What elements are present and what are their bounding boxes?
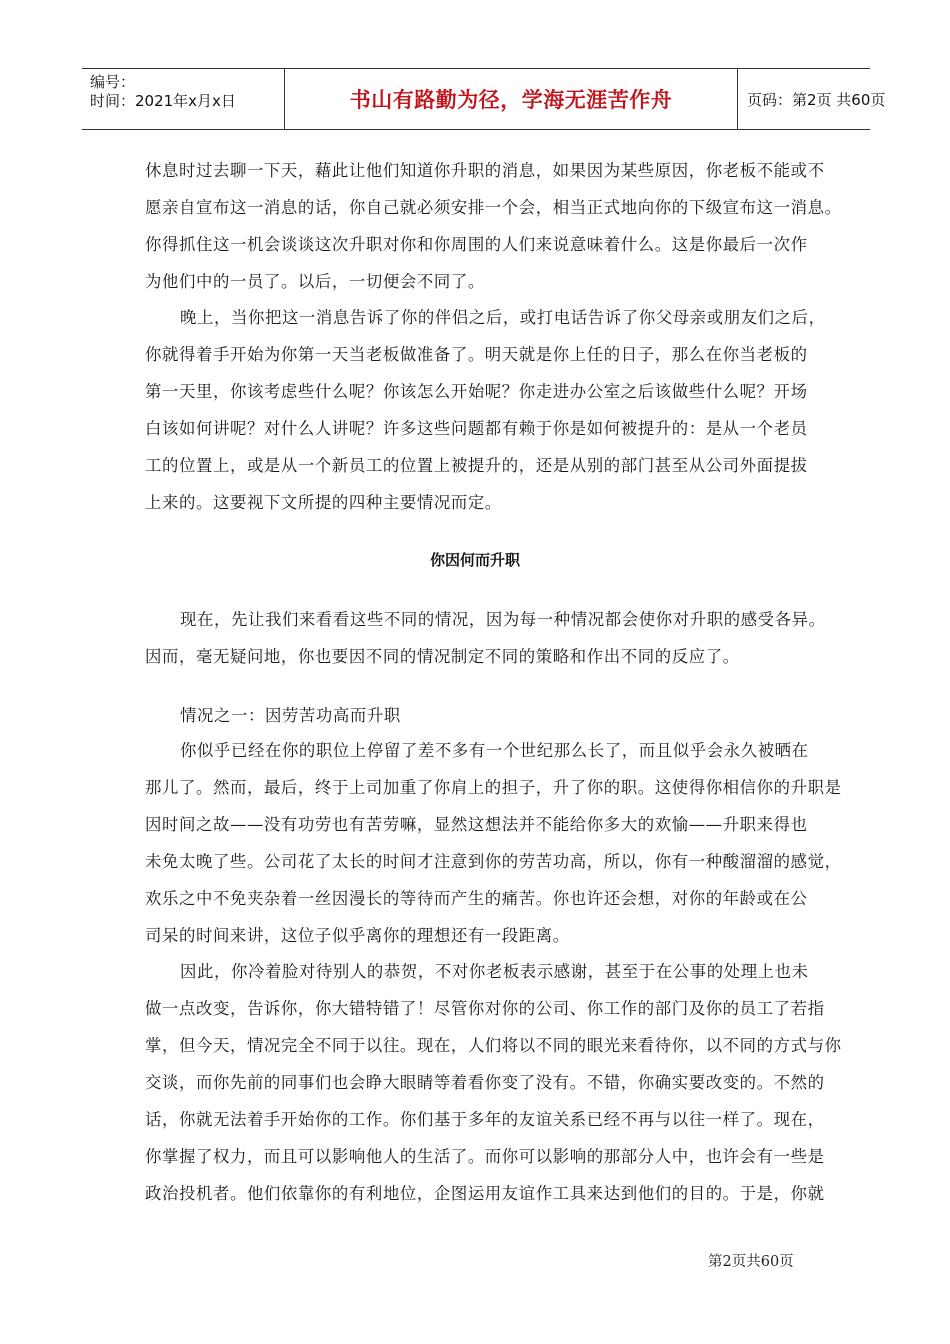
paragraph-line: 晚上，当你把这一消息告诉了你的伴侣之后，或打电话告诉了你父母亲或朋友们之后， <box>180 308 826 327</box>
paragraph-line: 休息时过去聊一下天，藉此让他们知道你升职的消息，如果因为某些原因，你老板不能或不 <box>145 161 825 180</box>
paragraph-line: 话，你就无法着手开始你的工作。你们基于多年的友谊关系已经不再与以往一样了。现在， <box>145 1110 825 1129</box>
paragraph-line: 第一天里，你该考虑些什么呢？你该怎么开始呢？你走进办公室之后该做些什么呢？开场 <box>145 382 808 401</box>
paragraph-line: 因而，毫无疑问地，你也要因不同的情况制定不同的策略和作出不同的反应了。 <box>145 647 740 666</box>
footer-page-number: 第2页共60页 <box>708 1254 794 1270</box>
page-header <box>82 68 886 130</box>
section-heading: 你因何而升职 <box>429 551 520 569</box>
paragraph-line: 你似乎已经在你的职位上停留了差不多有一个世纪那么长了，而且似乎会永久被晒在 <box>180 741 809 760</box>
paragraph-line: 因时间之故——没有功劳也有苦劳嘛，显然这想法并不能给你多大的欢愉——升职来得也 <box>145 815 808 834</box>
paragraph-line: 未免太晚了些。公司花了太长的时间才注意到你的劳苦功高，所以，你有一种酸溜溜的感觉， <box>145 852 842 871</box>
paragraph-line: 掌，但今天，情况完全不同于以往。现在，人们将以不同的眼光来看待你，以不同的方式与你 <box>145 1036 842 1055</box>
paragraph-line: 那儿了。然而，最后，终于上司加重了你肩上的担子，升了你的职。这使得你相信你的升职是 <box>145 778 842 797</box>
header-meta-cell <box>82 69 284 129</box>
paragraph-line: 现在，先让我们来看看这些不同的情况，因为每一种情况都会使你对升职的感受各异。 <box>180 610 826 629</box>
paragraph-line: 因此，你冷着脸对待别人的恭贺，不对你老板表示感谢，甚至于在公事的处理上也未 <box>180 962 809 981</box>
paragraph-line: 白该如何讲呢？对什么人讲呢？许多这些问题都有赖于你是如何被提升的：是从一个老员 <box>145 419 808 438</box>
header-motto: 书山有路勤为径，学海无涯苦作舟 <box>349 88 673 112</box>
paragraph-line: 愿亲自宣布这一消息的话，你自己就必须安排一个会，相当正式地向你的下级宣布这一消息。 <box>145 198 842 217</box>
paragraph-line: 做一点改变，告诉你，你大错特错了！尽管你对你的公司、你工作的部门及你的员工了若指 <box>145 999 825 1018</box>
header-page-cell <box>737 69 886 129</box>
header-motto-cell <box>284 69 738 129</box>
document-date-label: 时间：2021年x月x日 <box>90 92 236 110</box>
paragraph-line: 你掌握了权力，而且可以影响他人的生活了。而你可以影响的那部分人中，也许会有一些是 <box>145 1147 825 1166</box>
paragraph-line: 司呆的时间来讲，这位子似乎离你的理想还有一段距离。 <box>145 926 570 945</box>
paragraph-line: 你得抓住这一机会谈谈这次升职对你和你周围的人们来说意味着什么。这是你最后一次作 <box>145 235 808 254</box>
header-page-number: 页码：第2页 共60页 <box>747 90 886 109</box>
paragraph-line: 上来的。这要视下文所提的四种主要情况而定。 <box>145 493 502 512</box>
paragraph-line: 你就得着手开始为你第一天当老板做准备了。明天就是你上任的日子，那么在你当老板的 <box>145 345 808 364</box>
paragraph-line: 欢乐之中不免夹杂着一丝因漫长的等待而产生的痛苦。你也许还会想，对你的年龄或在公 <box>145 889 808 908</box>
document-number-label: 编号： <box>90 73 136 91</box>
paragraph-line: 政治投机者。他们依靠你的有利地位，企图运用友谊作工具来达到他们的目的。于是，你就 <box>145 1184 825 1203</box>
paragraph-line: 工的位置上，或是从一个新员工的位置上被提升的，还是从别的部门甚至从公司外面提拔 <box>145 456 808 475</box>
paragraph-line: 交谈，而你先前的同事们也会睁大眼睛等着看你变了没有。不错，你确实要改变的。不然的 <box>145 1073 825 1092</box>
case-heading: 情况之一：因劳苦功高而升职 <box>180 706 401 725</box>
paragraph-line: 为他们中的一员了。以后，一切便会不同了。 <box>145 272 485 291</box>
